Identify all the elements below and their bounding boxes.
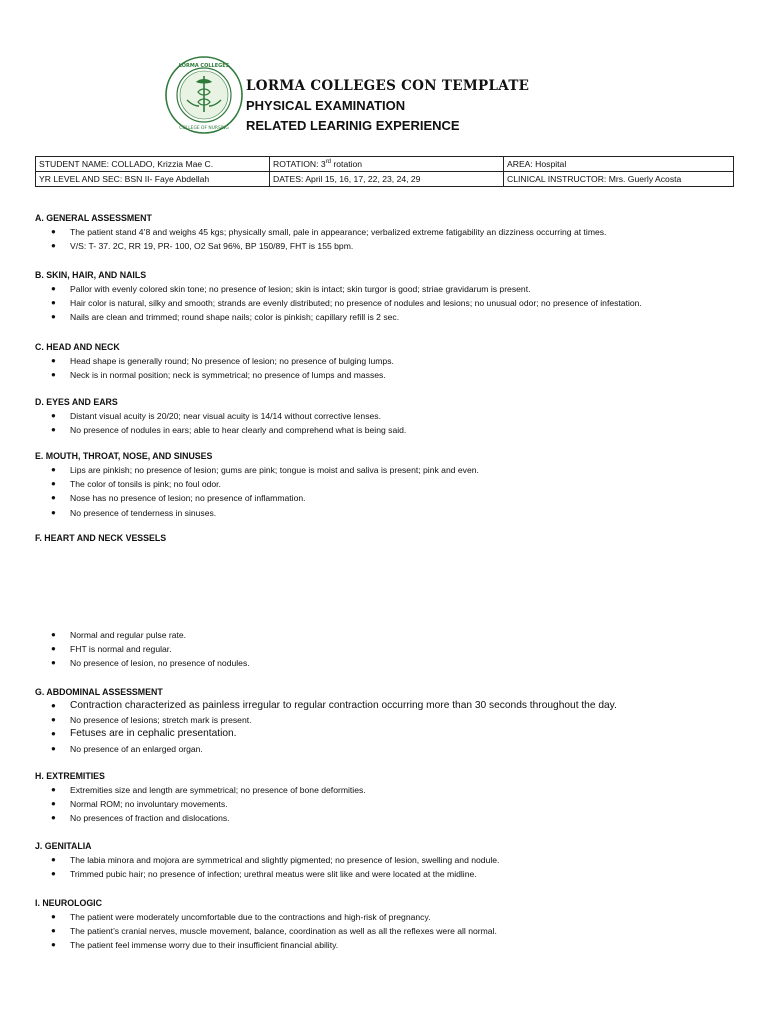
section-title: I. NEUROLOGIC [35,898,102,908]
table-row [36,172,734,187]
section-title: J. GENITALIA [35,841,92,851]
clinical-instructor-cell: CLINICAL INSTRUCTOR: Mrs. Guerly Acosta [504,172,734,187]
list-item: ● The labia minora and mojora are symmetrical and slightly pigmented; no presence of lesion, swelling and nodule. [51,855,500,865]
section-eyes-ears [35,395,745,437]
list-item: ● Lips are pinkish; no presence of lesion; gums are pink; tongue is moist and saliva is present; pink and even. [51,465,479,475]
list-item: ● No presence of lesions; stretch mark is present. [51,715,252,726]
list-item: ● V/S: T- 37. 2C, RR 19, PR- 100, O2 Sat 96%, BP 150/89, FHT is 155 bpm. [51,241,354,252]
list-item: ● No presence of lesion, no presence of nodules. [51,658,250,669]
template-title: LORMA COLLEGES CON TEMPLATE [246,78,530,94]
list-item: ● Normal and regular pulse rate. [51,630,187,640]
list-item: ● The color of tonsils is pink; no foul odor. [51,479,221,490]
section-heart-neck-vessels-list [35,628,745,671]
list-item: ● Contraction characterized as painless irregular to regular contraction occurring more than 30 seconds throughout the day. [51,700,617,711]
list-item: ● FHT is normal and regular. [51,644,172,655]
list-item: ● The patient feel immense worry due to their insufficient financial ability. [51,940,339,951]
section-title: G. ABDOMINAL ASSESSMENT [35,687,163,697]
list-item: ● The patient were moderately uncomfortable due to the contractions and high-risk of pregnancy. [51,912,431,922]
section-skin-hair-nails [35,268,745,325]
exam-title: PHYSICAL EXAMINATION [246,98,406,113]
section-extremities [35,769,745,826]
section-mouth-throat-nose-sinuses [35,449,745,520]
section-title: B. SKIN, HAIR, AND NAILS [35,270,147,280]
section-heart-neck-vessels [35,531,745,545]
rotation-cell: ROTATION: 3rd rotation [270,157,504,172]
section-title: C. HEAD AND NECK [35,342,120,352]
yr-level-cell: YR LEVEL AND SEC: BSN II- Faye Abdellah [36,172,270,187]
section-abdominal-assessment [35,685,745,756]
list-item: ● The patient’s cranial nerves, muscle movement, balance, coordination as well as all the reflexes were all normal. [51,926,497,937]
list-item: ● Nails are clean and trimmed; round shape nails; color is pinkish; capillary refill is 2 sec. [51,312,400,323]
section-title: D. EYES AND EARS [35,397,118,407]
area-cell: AREA: Hospital [504,157,734,172]
list-item: ● Trimmed pubic hair; no presence of infection; urethral meatus were slit like and were located at the midline. [51,869,477,880]
svg-text:COLLEGE OF NURSING: COLLEGE OF NURSING [179,126,229,131]
list-item: ● No presence of an enlarged organ. [51,743,203,754]
section-neurologic [35,896,745,953]
list-item: ● Fetuses are in cephalic presentation. [51,728,237,740]
list-item: ● Nose has no presence of lesion; no presence of inflammation. [51,493,306,504]
list-item: ● Hair color is natural, silky and smooth; strands are evenly distributed; no presence of nodules and lesions; no unusual odor; no presence of infestation. [51,298,642,309]
experience-title: RELATED LEARINIG EXPERIENCE [246,118,460,133]
list-item: ● The patient stand 4’8 and weighs 45 kgs; physically small, pale in appearance; verbalized extreme fatigability an dizziness occurring at times. [51,227,607,237]
dates-cell: DATES: April 15, 16, 17, 22, 23, 24, 29 [270,172,504,187]
list-item: ● Neck is in normal position; neck is symmetrical; no presence of lumps and masses. [51,370,386,381]
section-title: H. EXTREMITIES [35,771,105,781]
list-item: ● Head shape is generally round; No presence of lesion; no presence of bulging lumps. [51,356,394,366]
svg-text:LORMA COLLEGES: LORMA COLLEGES [178,63,230,69]
list-item: ● No presence of tenderness in sinuses. [51,507,217,518]
table-row [36,157,734,172]
list-item: ● Pallor with evenly colored skin tone; no presence of lesion; skin is intact; skin turgor is good; striae gravidarum is present. [51,284,531,294]
section-title: A. GENERAL ASSESSMENT [35,213,152,223]
section-title: F. HEART AND NECK VESSELS [35,533,167,543]
section-general-assessment [35,211,745,253]
student-name-cell: STUDENT NAME: COLLADO, Krizzia Mae C. [36,157,270,172]
list-item: ● Extremities size and length are symmetrical; no presence of bone deformities. [51,785,366,795]
college-seal-logo [165,56,243,134]
section-head-neck [35,340,745,382]
list-item: ● No presences of fraction and dislocations. [51,813,230,824]
list-item: ● Normal ROM; no involuntary movements. [51,799,228,810]
section-title: E. MOUTH, THROAT, NOSE, AND SINUSES [35,451,213,461]
student-info-table [35,156,734,187]
list-item: ● No presence of nodules in ears; able to hear clearly and comprehend what is being said. [51,425,407,436]
list-item: ● Distant visual acuity is 20/20; near visual acuity is 14/14 without corrective lenses. [51,411,381,421]
section-genitalia [35,839,745,881]
